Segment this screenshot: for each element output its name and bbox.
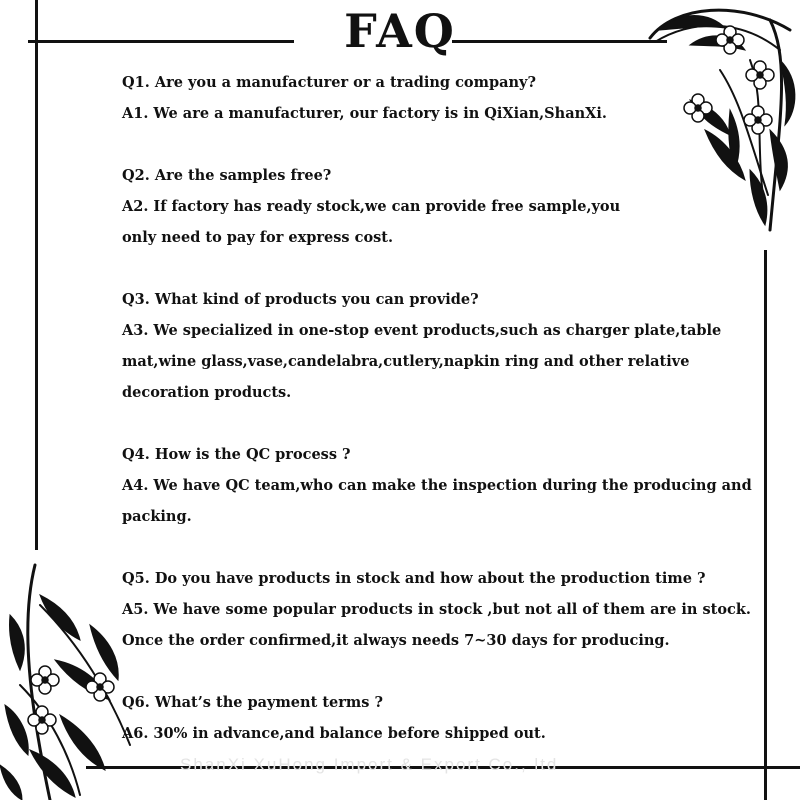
faq-answer-3: decoration products. [122,384,292,401]
frame-right-line [764,250,767,800]
faq-answer-6: A6. 30% in advance,and balance before shipped out. [122,725,546,742]
faq-question-1: Q1. Are you a manufacturer or a trading company? [122,74,536,91]
faq-answer-5: Once the order confirmed,it always needs 7~30 days for producing. [122,632,670,649]
company-watermark: ShanXi XuHong Import & Export Co., ltd [180,755,559,774]
page-title: FAQ [344,4,456,58]
floral-ornament-top-right-icon [630,0,800,245]
floral-ornament-bottom-left-icon [0,565,160,800]
faq-question-6: Q6. What’s the payment terms ? [122,694,383,711]
faq-answer-3: A3. We specialized in one-stop event products,such as charger plate,table [122,322,722,339]
faq-answer-4: packing. [122,508,192,525]
faq-question-2: Q2. Are the samples free? [122,167,332,184]
faq-answer-2: only need to pay for express cost. [122,229,394,246]
faq-answer-5: A5. We have some popular products in stock ,but not all of them are in stock. [122,601,751,618]
faq-question-4: Q4. How is the QC process ? [122,446,351,463]
faq-question-3: Q3. What kind of products you can provide? [122,291,479,308]
faq-question-5: Q5. Do you have products in stock and how about the production time ? [122,570,706,587]
faq-answer-4: A4. We have QC team,who can make the inspection during the producing and [122,477,752,494]
faq-answer-2: A2. If factory has ready stock,we can provide free sample,you [122,198,621,215]
faq-answer-1: A1. We are a manufacturer, our factory is in QiXian,ShanXi. [122,105,607,122]
frame-left-line [35,0,38,550]
faq-answer-3: mat,wine glass,vase,candelabra,cutlery,napkin ring and other relative [122,353,690,370]
